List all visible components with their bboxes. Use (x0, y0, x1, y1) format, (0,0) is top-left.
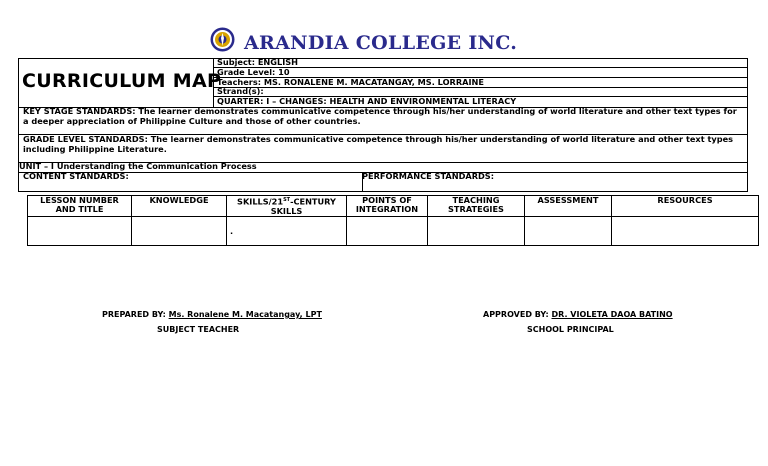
strands-text: Strand(s): (217, 86, 264, 96)
prepared-by-label: PREPARED BY: (102, 310, 166, 319)
grade-level-standards-text: GRADE LEVEL STANDARDS: The learner demonstrates communicative competence through his/her understanding of world literature and other text types including Philippine Literature. (23, 134, 733, 154)
page-title: CURRICULUM MAP (22, 70, 222, 92)
content-standards-label: CONTENT STANDARDS: (23, 171, 129, 181)
table-cell (612, 217, 759, 246)
table-cell (525, 217, 612, 246)
grade-level-text: Grade Level: 10 (217, 67, 290, 77)
quarter-text: QUARTER: I – CHANGES: HEALTH AND ENVIRONMENTAL LITERACY (217, 96, 517, 106)
approved-by-name: DR. VIOLETA DAOA BATINO (551, 310, 673, 319)
col-header-strategies: TEACHING STRATEGIES (428, 196, 525, 217)
college-seal-icon (210, 27, 235, 52)
prepared-by-role: SUBJECT TEACHER (157, 325, 240, 334)
table-cell (347, 217, 428, 246)
table-cell (428, 217, 525, 246)
col-header-lesson: LESSON NUMBER AND TITLE (28, 196, 132, 217)
col-header-resources: RESOURCES (612, 196, 759, 217)
approved-by-label: APPROVED BY: (483, 310, 549, 319)
skills-superscript: ST (283, 197, 291, 203)
col-header-assessment: ASSESSMENT (525, 196, 612, 217)
approved-by-role: SCHOOL PRINCIPAL (527, 325, 614, 334)
curriculum-table (27, 195, 759, 246)
prepared-by-name: Ms. Ronalene M. Macatangay, LPT (168, 310, 322, 319)
col-header-knowledge: KNOWLEDGE (132, 196, 227, 217)
subject-text: Subject: ENGLISH (217, 57, 299, 67)
col-header-integration: POINTS OF INTEGRATION (347, 196, 428, 217)
table-header-row (28, 196, 759, 217)
approved-by-line (483, 310, 673, 319)
table-cell (28, 217, 132, 246)
table-cell (132, 217, 227, 246)
college-name: ARANDIA COLLEGE INC. (244, 32, 518, 54)
unit-text: UNIT – I Understanding the Communication Process (19, 161, 257, 171)
table-row (28, 217, 759, 246)
teachers-text: Teachers: MS. RONALENE M. MACATANGAY, MS. LORRAINE (217, 77, 484, 87)
table-cell: . (227, 217, 347, 246)
performance-standards-label: PERFORMANCE STANDARDS: (362, 171, 494, 181)
prepared-by-line (102, 310, 322, 319)
col-header-skills: SKILLS/21ST-CENTURY SKILLS (227, 196, 347, 217)
key-stage-standards-text: KEY STAGE STANDARDS: The learner demonstrates communicative competence through his/her understanding of world literature and other text types for a deeper appreciation of Philippine Culture and those of other countries. (23, 106, 737, 126)
